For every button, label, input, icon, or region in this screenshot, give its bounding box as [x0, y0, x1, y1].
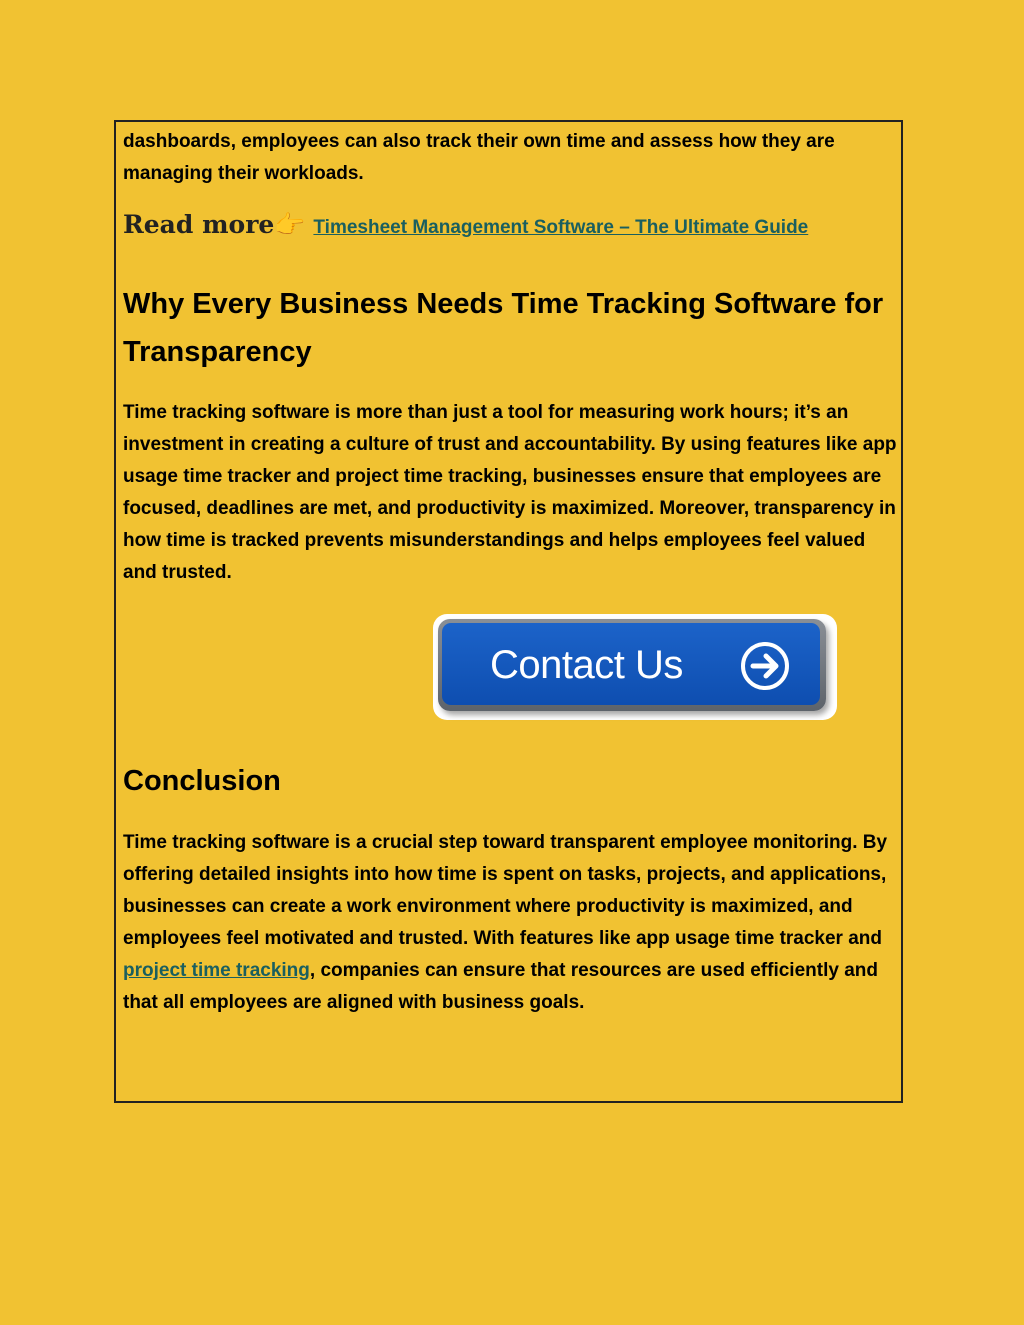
contact-us-banner	[433, 614, 837, 720]
project-time-tracking-link[interactable]: project time tracking	[123, 960, 310, 981]
conclusion-text-start: Time tracking software is a crucial step toward transparent employee monitoring. By offering detailed insights into how time is spent on tasks, projects, and applications, businesses can create a work environment where productivity is maximized, and employees feel motivated and trusted. With features like app usage time tracker and	[123, 832, 888, 949]
contact-us-label: Contact Us	[490, 643, 683, 687]
arrow-right-circle-icon	[740, 641, 790, 691]
section-heading-why: Why Every Business Needs Time Tracking Software for Transparency	[123, 288, 884, 368]
conclusion-text-end: , companies can ensure that resources are used efficiently and that all employees are aligned with business goals.	[123, 960, 878, 1013]
read-more-label: Read more	[123, 210, 275, 239]
pointing-hand-icon: 👉	[274, 210, 306, 239]
section-heading-conclusion: Conclusion	[123, 765, 281, 797]
intro-paragraph: dashboards, employees can also track their own time and assess how they are managing their workloads.	[123, 131, 835, 184]
contact-us-button[interactable]	[438, 619, 826, 711]
read-more-link[interactable]: Timesheet Management Software – The Ultimate Guide	[313, 217, 809, 238]
read-more-line	[123, 210, 808, 240]
contact-us-button-face	[442, 623, 820, 705]
section-body-conclusion	[123, 827, 898, 1019]
section-body-why: Time tracking software is more than just a tool for measuring work hours; it’s an investment in creating a culture of trust and accountability. By using features like app usage time tracker and project time tracking, businesses ensure that employees are focused, deadlines are met, and productivity is maximized. Moreover, transparency in how time is tracked prevents misunderstandings and helps employees feel valued and trusted.	[123, 402, 897, 583]
